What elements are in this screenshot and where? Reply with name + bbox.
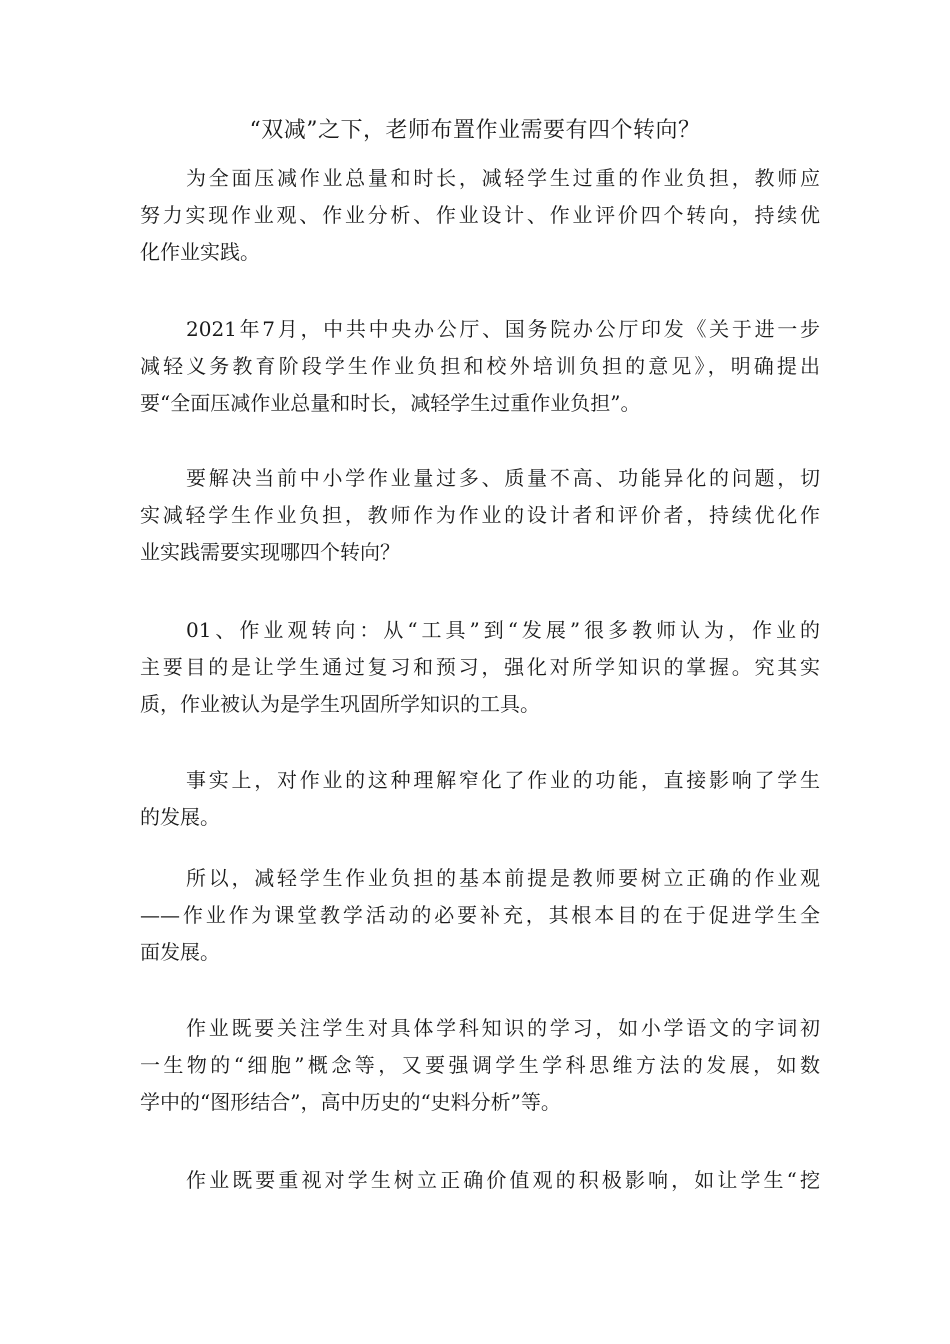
paragraph-line: 作业既要关注学生对具体学科知识的学习，如小学语文的字词初 (186, 1016, 820, 1040)
paragraph-line: 减轻义务教育阶段学生作业负担和校外培训负担的意见》，明确提出 (140, 354, 820, 378)
paragraph-line: 所以，减轻学生作业负担的基本前提是教师要树立正确的作业观 (186, 866, 820, 890)
paragraph-4 (140, 612, 820, 723)
document-title: “双减”之下，老师布置作业需要有四个转向？ (249, 118, 701, 143)
paragraph-1 (140, 160, 820, 271)
paragraph-line: 化作业实践。 (140, 240, 260, 264)
paragraph-line: 质，作业被认为是学生巩固所学知识的工具。 (140, 692, 540, 716)
paragraph-3 (140, 460, 820, 571)
paragraph-line: 事实上，对作业的这种理解窄化了作业的功能，直接影响了学生 (186, 768, 820, 792)
paragraph-6 (140, 860, 820, 971)
paragraph-line: 业实践需要实现哪四个转向？ (140, 540, 400, 564)
paragraph-line: 学中的“图形结合”，高中历史的“史料分析”等。 (140, 1090, 561, 1114)
paragraph-line: 一生物的“细胞”概念等，又要强调学生学科思维方法的发展，如数 (140, 1053, 820, 1077)
paragraph-line: 实减轻学生作业负担，教师作为作业的设计者和评价者，持续优化作 (140, 503, 820, 527)
paragraph-line: 2021年7月，中共中央办公厅、国务院办公厅印发《关于进一步 (186, 317, 820, 341)
paragraph-line: 要“全面压减作业总量和时长，减轻学生过重作业负担”。 (140, 391, 641, 415)
paragraph-7 (140, 1010, 820, 1121)
paragraph-line: 01、作业观转向：从“工具”到“发展”很多教师认为，作业的 (186, 618, 820, 642)
paragraph-line: 要解决当前中小学作业量过多、质量不高、功能异化的问题，切 (186, 466, 820, 490)
paragraph-line: 的发展。 (140, 805, 220, 829)
paragraph-line: 作业既要重视对学生树立正确价值观的积极影响，如让学生“挖 (186, 1168, 820, 1192)
paragraph-2 (140, 311, 820, 422)
paragraph-8 (140, 1162, 820, 1199)
paragraph-line: 面发展。 (140, 940, 220, 964)
paragraph-5 (140, 762, 820, 836)
paragraph-line: 主要目的是让学生通过复习和预习，强化对所学知识的掌握。究其实 (140, 655, 820, 679)
paragraph-line: 努力实现作业观、作业分析、作业设计、作业评价四个转向，持续优 (140, 203, 820, 227)
paragraph-line: 为全面压减作业总量和时长，减轻学生过重的作业负担，教师应 (186, 166, 820, 190)
paragraph-line: ——作业作为课堂教学活动的必要补充，其根本目的在于促进学生全 (140, 903, 820, 927)
